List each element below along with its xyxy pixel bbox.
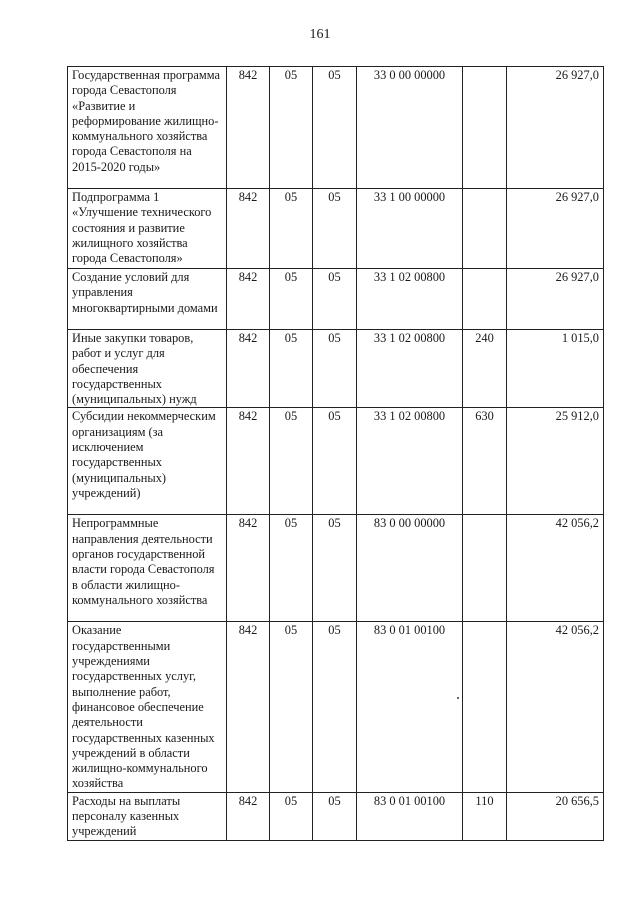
cell-name: Расходы на выплаты персоналу казенных учреждений (68, 792, 227, 840)
table-row (68, 622, 604, 792)
cell-subsection: 05 (313, 792, 357, 840)
cell-subsection: 05 (313, 408, 357, 515)
cell-ministry: 842 (227, 67, 270, 189)
cell-section: 05 (270, 622, 313, 792)
cell-target: 33 1 02 00800 (357, 269, 463, 330)
cell-ministry: 842 (227, 330, 270, 408)
cell-section: 05 (270, 330, 313, 408)
cell-expense-type: 630 (463, 408, 507, 515)
cell-expense-type: 240 (463, 330, 507, 408)
cell-expense-type (463, 269, 507, 330)
cell-section: 05 (270, 67, 313, 189)
cell-target: 83 0 00 00000 (357, 515, 463, 622)
cell-amount: 26 927,0 (507, 269, 604, 330)
cell-section: 05 (270, 515, 313, 622)
cell-target: 33 1 02 00800 (357, 330, 463, 408)
table-row (68, 792, 604, 840)
cell-section: 05 (270, 269, 313, 330)
cell-name: Государственная программа города Севастополя «Развитие и реформирование жилищно-коммунального хозяйства города Севастополя на 2015-2020 годы» (68, 67, 227, 189)
cell-amount: 25 912,0 (507, 408, 604, 515)
table-row (68, 269, 604, 330)
cell-name: Создание условий для управления многоквартирными домами (68, 269, 227, 330)
cell-expense-type (463, 622, 507, 792)
cell-section: 05 (270, 408, 313, 515)
table-row (68, 330, 604, 408)
cell-target: 33 0 00 00000 (357, 67, 463, 189)
cell-expense-type (463, 515, 507, 622)
cell-subsection: 05 (313, 67, 357, 189)
cell-expense-type (463, 189, 507, 269)
cell-ministry: 842 (227, 189, 270, 269)
cell-name: Субсидии некоммерческим организациям (за исключением государственных (муниципальных) учреждений) (68, 408, 227, 515)
page-number: 161 (309, 27, 331, 42)
scan-speck (457, 697, 459, 699)
cell-section: 05 (270, 792, 313, 840)
cell-expense-type (463, 67, 507, 189)
table-row (68, 515, 604, 622)
table-row (68, 189, 604, 269)
cell-ministry: 842 (227, 792, 270, 840)
cell-ministry: 842 (227, 515, 270, 622)
cell-subsection: 05 (313, 189, 357, 269)
cell-ministry: 842 (227, 408, 270, 515)
cell-amount: 42 056,2 (507, 515, 604, 622)
table-row (68, 408, 604, 515)
cell-name: Оказание государственными учреждениями государственных услуг, выполнение работ, финансовое обеспечение деятельности государственных казенных учреждений в области жилищно-коммунального хозяйства (68, 622, 227, 792)
cell-amount: 26 927,0 (507, 189, 604, 269)
cell-subsection: 05 (313, 330, 357, 408)
cell-amount: 26 927,0 (507, 67, 604, 189)
cell-subsection: 05 (313, 515, 357, 622)
cell-expense-type: 110 (463, 792, 507, 840)
cell-amount: 42 056,2 (507, 622, 604, 792)
cell-name: Подпрограмма 1 «Улучшение технического состояния и развитие жилищного хозяйства города Севастополя» (68, 189, 227, 269)
cell-section: 05 (270, 189, 313, 269)
cell-amount: 20 656,5 (507, 792, 604, 840)
cell-subsection: 05 (313, 622, 357, 792)
cell-ministry: 842 (227, 622, 270, 792)
cell-subsection: 05 (313, 269, 357, 330)
budget-table (67, 66, 604, 841)
table-row (68, 67, 604, 189)
cell-name: Непрограммные направления деятельности органов государственной власти города Севастополя в области жилищно-коммунального хозяйства (68, 515, 227, 622)
cell-target: 33 1 02 00800 (357, 408, 463, 515)
cell-target: 83 0 01 00100 (357, 622, 463, 792)
cell-target: 83 0 01 00100 (357, 792, 463, 840)
cell-ministry: 842 (227, 269, 270, 330)
cell-name: Иные закупки товаров, работ и услуг для обеспечения государственных (муниципальных) нужд (68, 330, 227, 408)
cell-target: 33 1 00 00000 (357, 189, 463, 269)
cell-amount: 1 015,0 (507, 330, 604, 408)
